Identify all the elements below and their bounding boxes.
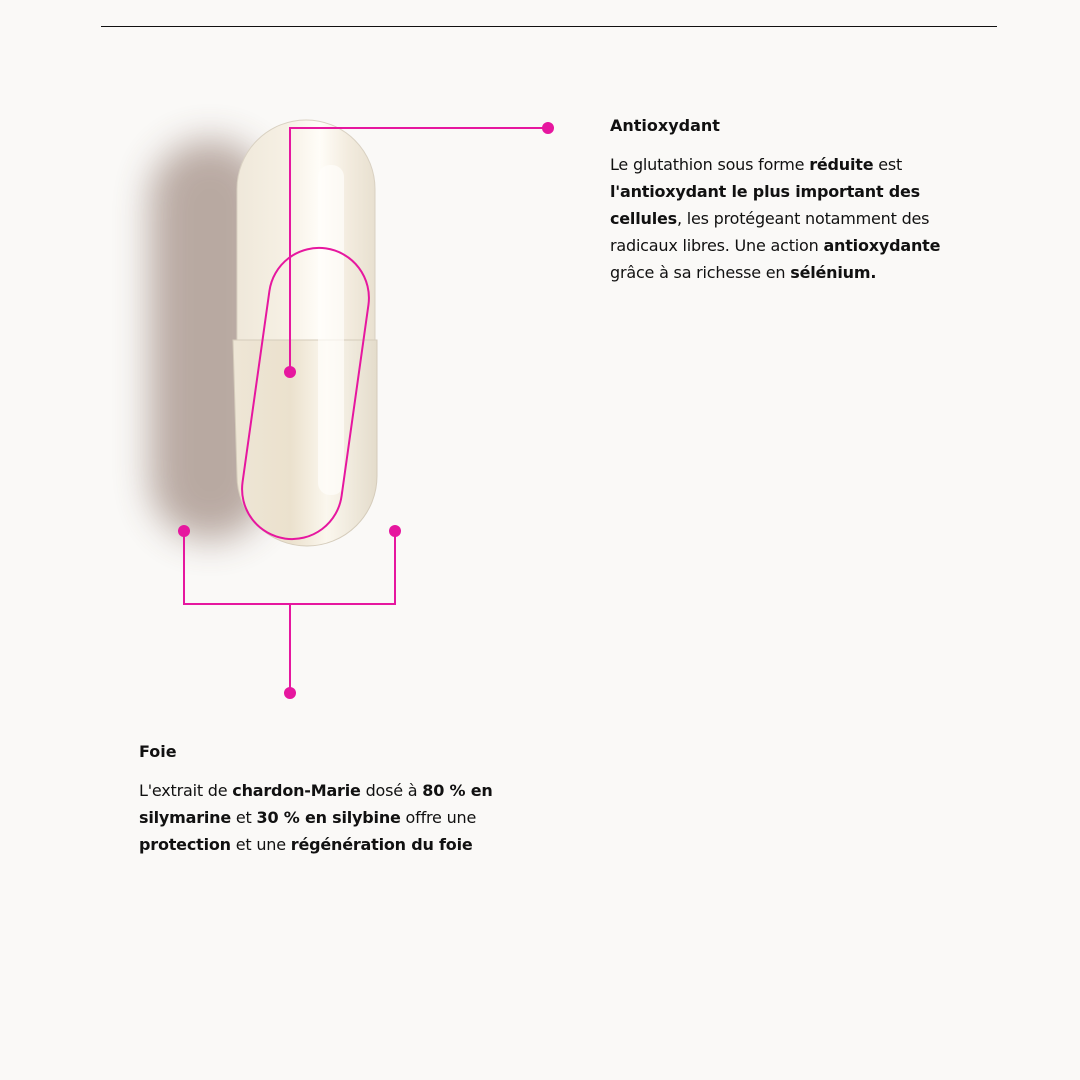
foie-title: Foie: [139, 742, 177, 761]
bold-text: chardon-Marie: [232, 781, 361, 800]
bold-text: 30 % en silybine: [256, 808, 401, 827]
bold-text: antioxydante: [823, 236, 941, 255]
bold-text: protection: [139, 835, 231, 854]
text-segment: offre une: [400, 808, 477, 827]
bold-text: régénération du foie: [290, 835, 473, 854]
antioxydant-title: Antioxydant: [610, 116, 720, 135]
text-segment: Le glutathion sous forme: [610, 155, 810, 174]
antioxydant-section: [610, 116, 940, 286]
text-segment: grâce à sa richesse en: [610, 263, 791, 282]
antioxydant-text: [610, 151, 940, 286]
foie-text: [139, 777, 493, 858]
text-line: [610, 151, 940, 178]
bold-text: 80 % en: [422, 781, 493, 800]
text-segment: radicaux libres. Une action: [610, 236, 824, 255]
text-segment: est: [873, 155, 903, 174]
text-line: [139, 804, 493, 831]
capsule-bottom: [233, 340, 377, 546]
bold-text: silymarine: [139, 808, 232, 827]
text-line: [139, 831, 493, 858]
text-segment: et une: [230, 835, 291, 854]
text-segment: et: [231, 808, 257, 827]
bold-text: sélénium.: [790, 263, 877, 282]
text-line: [610, 178, 940, 205]
text-line: [610, 259, 940, 286]
bold-text: l'antioxydant le plus important des: [610, 182, 921, 201]
text-segment: L'extrait de: [139, 781, 233, 800]
foie-section: [139, 742, 493, 858]
text-segment: , les protégeant notamment des: [676, 209, 930, 228]
text-line: [139, 777, 493, 804]
text-line: [610, 205, 940, 232]
bold-text: cellules: [610, 209, 677, 228]
text-line: [610, 232, 940, 259]
bold-text: réduite: [809, 155, 874, 174]
text-segment: dosé à: [360, 781, 423, 800]
